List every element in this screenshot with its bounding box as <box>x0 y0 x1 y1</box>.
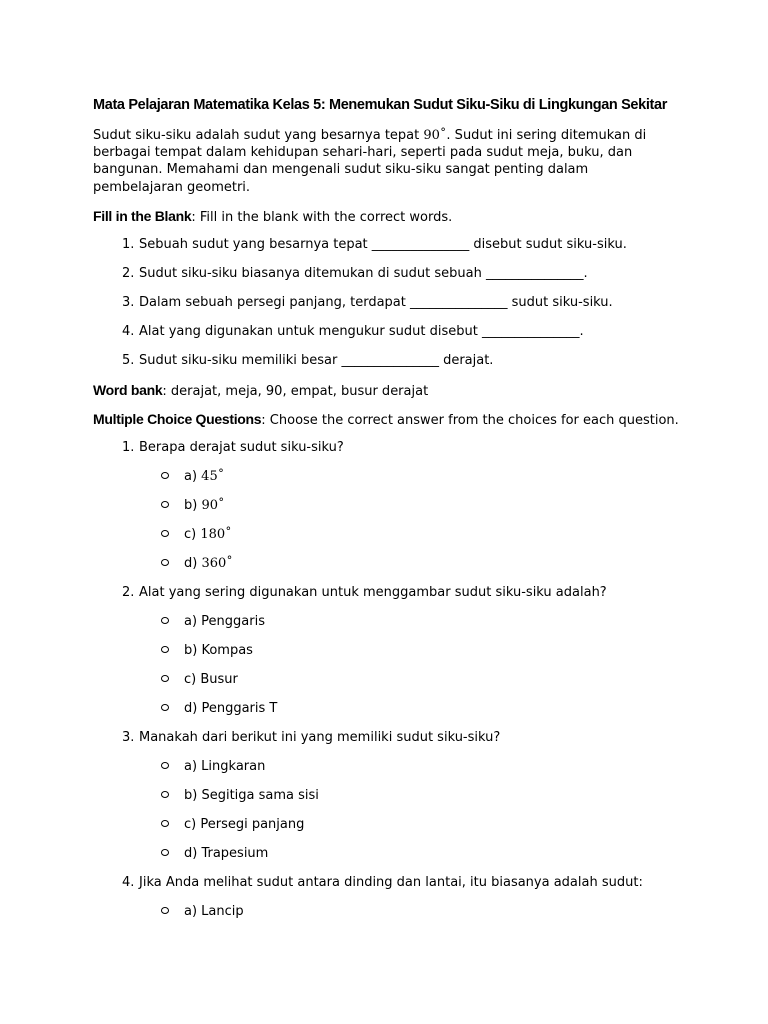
mcq-option <box>161 556 233 571</box>
intro-text-before: Sudut siku-siku adalah sudut yang besarnya tepat <box>93 128 424 143</box>
item-number: 2. <box>122 266 135 281</box>
question-number: 4. <box>122 875 135 890</box>
circle-bullet-icon <box>161 530 169 537</box>
option-letter: c) <box>184 527 201 542</box>
word-bank-label: Word bank <box>93 382 163 398</box>
mcq-option <box>161 672 238 687</box>
mcq-label: Multiple Choice Questions <box>93 411 262 427</box>
word-bank <box>93 382 428 399</box>
option-math: 360˚ <box>201 556 233 571</box>
mcq-option <box>161 904 244 919</box>
mcq-option <box>161 498 225 513</box>
question-number: 3. <box>122 730 135 745</box>
option-letter: a) <box>184 469 202 484</box>
fill-blank-item-5 <box>122 353 493 368</box>
circle-bullet-icon <box>161 646 169 653</box>
option-text: d) Penggaris T <box>184 701 278 716</box>
item-text: Sebuah sudut yang besarnya tepat _______________ disebut sudut siku-siku. <box>139 237 627 252</box>
option-text: a) Penggaris <box>184 614 265 629</box>
circle-bullet-icon <box>161 559 169 566</box>
intro-math-angle: 90˚ <box>423 128 447 143</box>
option-letter: b) <box>184 498 202 513</box>
mcq-question-1 <box>122 440 344 455</box>
circle-bullet-icon <box>161 704 169 711</box>
circle-bullet-icon <box>161 820 169 827</box>
question-number: 2. <box>122 585 135 600</box>
question-text: Manakah dari berikut ini yang memiliki sudut siku-siku? <box>139 730 501 745</box>
fill-blank-item-4 <box>122 324 584 339</box>
mcq-option <box>161 469 224 484</box>
item-text: Alat yang digunakan untuk mengukur sudut disebut _______________. <box>139 324 584 339</box>
mcq-question-4 <box>122 875 643 890</box>
option-math: 180˚ <box>200 527 232 542</box>
circle-bullet-icon <box>161 675 169 682</box>
item-number: 1. <box>122 237 135 252</box>
item-text: Dalam sebuah persegi panjang, terdapat _______________ sudut siku-siku. <box>139 295 613 310</box>
mcq-option <box>161 759 265 774</box>
intro-paragraph <box>93 127 673 196</box>
question-text: Berapa derajat sudut siku-siku? <box>139 440 344 455</box>
fill-blank-item-1 <box>122 237 627 252</box>
word-bank-text: : derajat, meja, 90, empat, busur derajat <box>162 384 429 399</box>
page-title: Mata Pelajaran Matematika Kelas 5: Menemukan Sudut Siku-Siku di Lingkungan Sekitar <box>93 97 668 113</box>
mcq-option <box>161 817 304 832</box>
fill-blank-heading <box>93 208 452 225</box>
intro-text-after: . Sudut ini sering ditemukan di berbagai tempat dalam kehidupan sehari-hari, seperti pada sudut meja, buku, dan bangunan. Memahami dan mengenali sudut siku-siku sangat penting dalam pembelajaran geometri. <box>93 128 647 195</box>
item-number: 4. <box>122 324 135 339</box>
option-text: a) Lingkaran <box>184 759 266 774</box>
item-number: 3. <box>122 295 135 310</box>
mcq-option <box>161 846 268 861</box>
option-text: d) Trapesium <box>184 846 269 861</box>
fill-blank-label: Fill in the Blank <box>93 208 192 224</box>
option-text: b) Kompas <box>184 643 253 658</box>
option-text: c) Persegi panjang <box>184 817 305 832</box>
option-letter: d) <box>184 556 202 571</box>
fill-blank-instruction: : Fill in the blank with the correct words. <box>191 210 453 225</box>
fill-blank-item-3 <box>122 295 613 310</box>
mcq-option <box>161 643 253 658</box>
option-math: 45˚ <box>201 469 225 484</box>
mcq-option <box>161 614 265 629</box>
mcq-option <box>161 527 232 542</box>
circle-bullet-icon <box>161 762 169 769</box>
circle-bullet-icon <box>161 501 169 508</box>
circle-bullet-icon <box>161 791 169 798</box>
mcq-instruction: : Choose the correct answer from the choices for each question. <box>261 413 679 428</box>
circle-bullet-icon <box>161 907 169 914</box>
mcq-option <box>161 788 319 803</box>
fill-blank-item-2 <box>122 266 588 281</box>
question-text: Jika Anda melihat sudut antara dinding dan lantai, itu biasanya adalah sudut: <box>139 875 643 890</box>
circle-bullet-icon <box>161 617 169 624</box>
option-text: c) Busur <box>184 672 238 687</box>
circle-bullet-icon <box>161 472 169 479</box>
question-number: 1. <box>122 440 135 455</box>
option-text: b) Segitiga sama sisi <box>184 788 319 803</box>
mcq-question-3 <box>122 730 500 745</box>
item-text: Sudut siku-siku memiliki besar _______________ derajat. <box>139 353 494 368</box>
question-text: Alat yang sering digunakan untuk menggambar sudut siku-siku adalah? <box>139 585 607 600</box>
option-text: a) Lancip <box>184 904 244 919</box>
mcq-question-2 <box>122 585 607 600</box>
mcq-option <box>161 701 277 716</box>
item-number: 5. <box>122 353 135 368</box>
mcq-heading <box>93 411 679 428</box>
option-math: 90˚ <box>201 498 225 513</box>
item-text: Sudut siku-siku biasanya ditemukan di sudut sebuah _______________. <box>139 266 588 281</box>
circle-bullet-icon <box>161 849 169 856</box>
